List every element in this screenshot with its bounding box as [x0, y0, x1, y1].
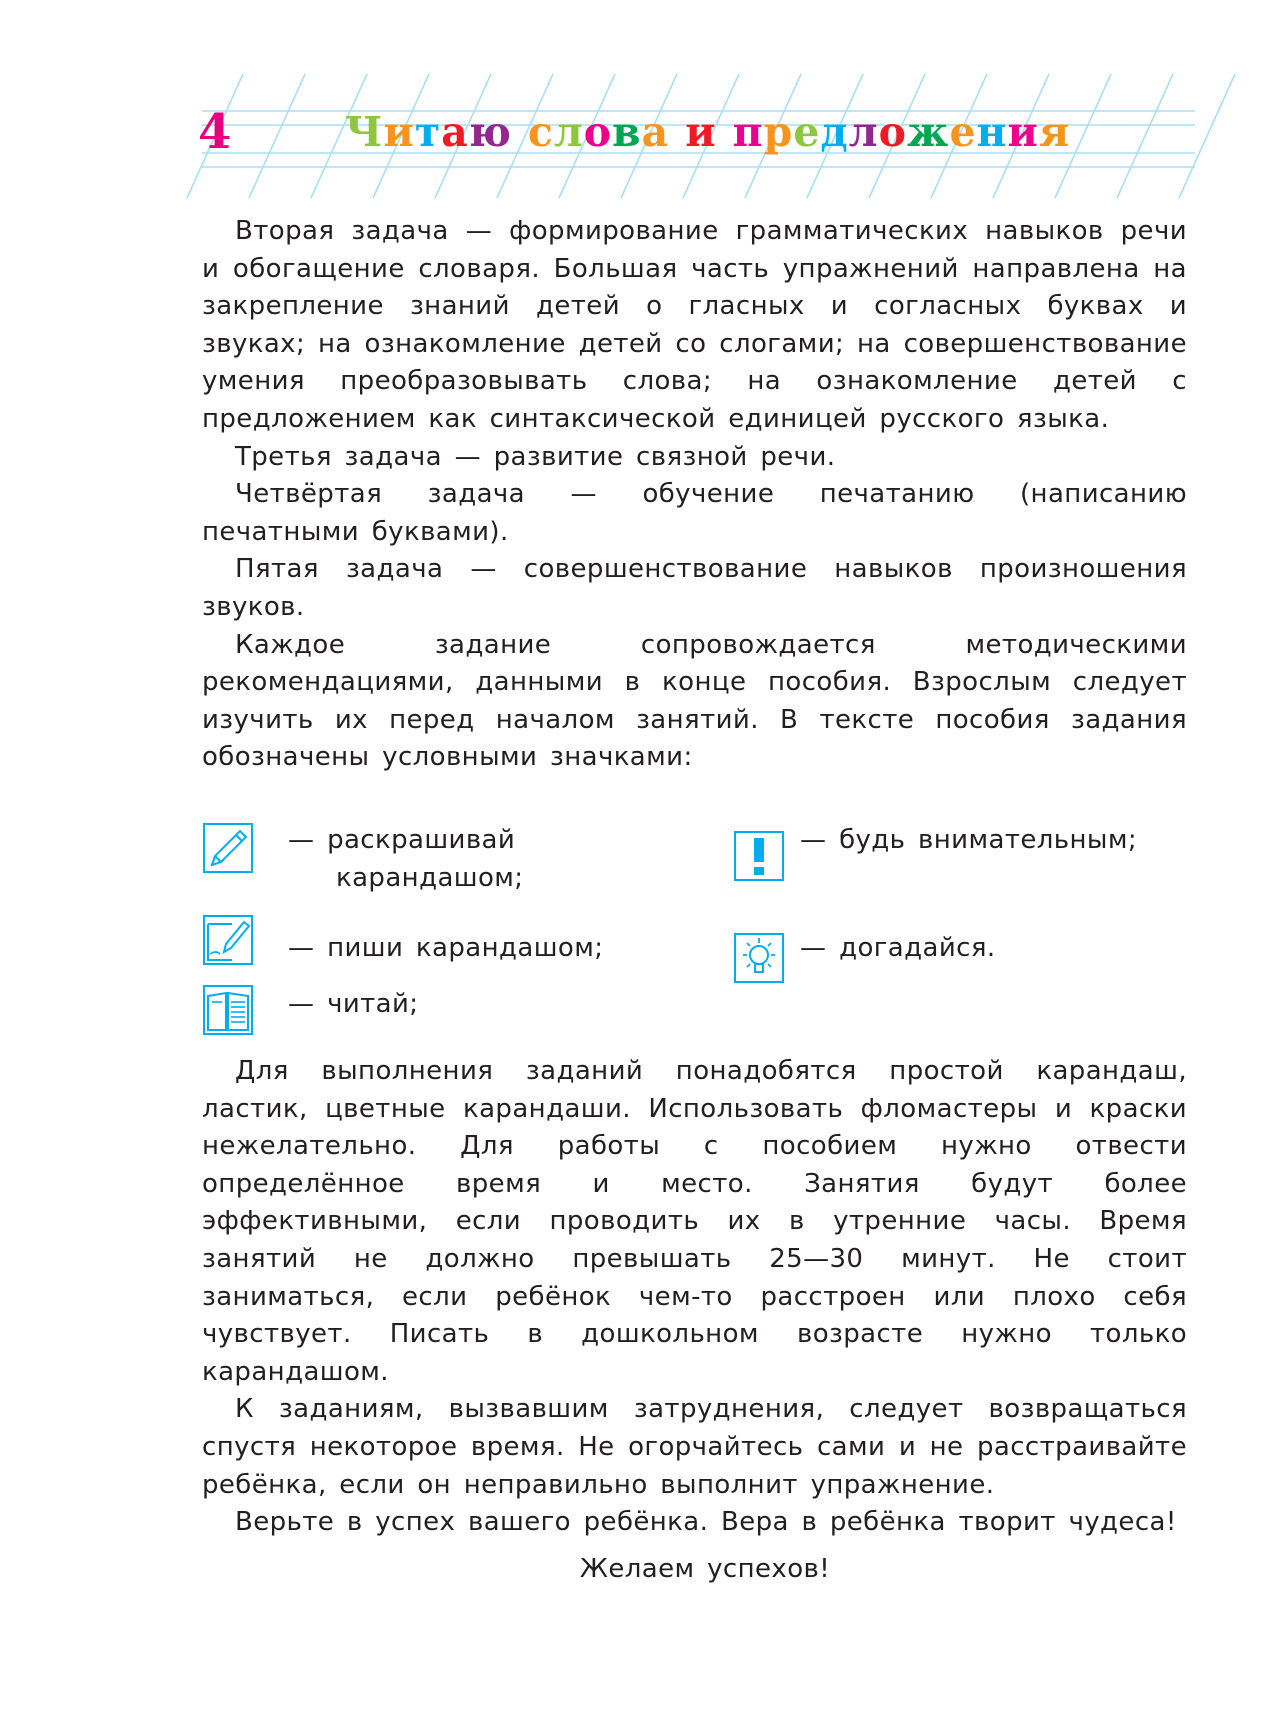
legend-text-read: — читай; — [288, 989, 419, 1019]
closing-wish: Желаем успехов! — [579, 1554, 831, 1584]
paragraph: Четвёртая задача — обучение печатанию (написанию печатными буквами). — [202, 479, 1187, 547]
title-letter: л — [848, 108, 879, 156]
title-letter: и — [685, 108, 717, 156]
exclamation-icon — [733, 830, 785, 882]
intro-text — [202, 213, 1187, 777]
paragraph: Для выполнения заданий понадобятся простой карандаш, ластик, цветные карандаши. Использовать фломастеры и краски нежелательно. Для работы с пособием нужно отвести определённое время и место. Занятия будут более эффективными, если проводить их в утренние часы. Время занятий не должно превышать 25—30 минут. Не стоит заниматься, если ребёнок чем-то расстроен или плохо себя чувствует. Писать в дошкольном возрасте нужно только карандашом. — [202, 1056, 1187, 1387]
title-letter: т — [414, 108, 442, 156]
title-letter: п — [732, 108, 764, 156]
title-letter: и — [1007, 108, 1039, 156]
paragraph: Верьте в успех вашего ребёнка. Вера в ребёнка творит чудеса! — [235, 1507, 1177, 1538]
title-letter: в — [612, 108, 642, 156]
title-letter: ж — [907, 108, 950, 156]
title-letter: Ч — [345, 108, 384, 156]
icon-legend — [202, 822, 1187, 1042]
legend-item-color — [202, 822, 523, 897]
book-icon — [202, 984, 254, 1036]
legend-item-write — [202, 914, 603, 968]
legend-text-attention: — будь внимательным; — [800, 825, 1138, 855]
title-letter: с — [527, 108, 554, 156]
paragraph: Каждое задание сопровождается методическими рекомендациями, данными в конце пособия. Взрослым следует изучить их перед началом занятий. В тексте пособия задания обозначены условными значками: — [202, 629, 1187, 773]
paragraph: К заданиям, вызвавшим затруднения, следует возвращаться спустя некоторое время. Не огорчайтесь сами и не расстраивайте ребёнка, если он неправильно выполнит упражнение. — [202, 1394, 1187, 1500]
legend-item-attention — [733, 825, 1138, 882]
title-letter: а — [641, 108, 670, 156]
lightbulb-icon — [733, 932, 785, 984]
legend-item-guess — [733, 932, 996, 984]
paragraph: Вторая задача — формирование грамматических навыков речи и обогащение словаря. Большая часть упражнений направлена на закрепление знаний детей о гласных и согласных буквах и звуках; на ознакомление детей со слогами; на совершенствование умения преобразовывать слова; на ознакомление детей с предложением как синтаксической единицей русского языка. — [202, 216, 1187, 434]
title-letter: а — [441, 108, 469, 156]
title-letter: р — [763, 108, 794, 156]
pencil-color-icon — [202, 822, 254, 874]
title-letter: ю — [468, 108, 512, 156]
title-letter: л — [553, 108, 584, 156]
title-letter: я — [1038, 108, 1071, 156]
page-title — [345, 104, 1070, 160]
paragraph: Пятая задача — совершенствование навыков произношения звуков. — [202, 554, 1187, 622]
title-letter: и — [383, 108, 415, 156]
legend-item-read — [202, 984, 418, 1036]
legend-text-color-2: карандашом; — [336, 862, 524, 893]
pencil-write-icon — [202, 914, 254, 966]
instructions-text — [202, 1053, 1187, 1542]
title-letter: о — [878, 108, 908, 156]
legend-text-color: — раскрашивай — [288, 825, 516, 855]
page-number: 4 — [198, 104, 232, 160]
title-letter: н — [976, 108, 1008, 156]
legend-text-guess: — догадайся. — [800, 933, 996, 963]
title-letter: е — [793, 108, 821, 156]
legend-text-write: — пиши карандашом; — [288, 933, 604, 963]
title-letter: о — [583, 108, 613, 156]
title-letter: е — [949, 108, 977, 156]
title-letter: д — [820, 108, 849, 156]
paragraph: Третья задача — развитие связной речи. — [235, 441, 836, 472]
